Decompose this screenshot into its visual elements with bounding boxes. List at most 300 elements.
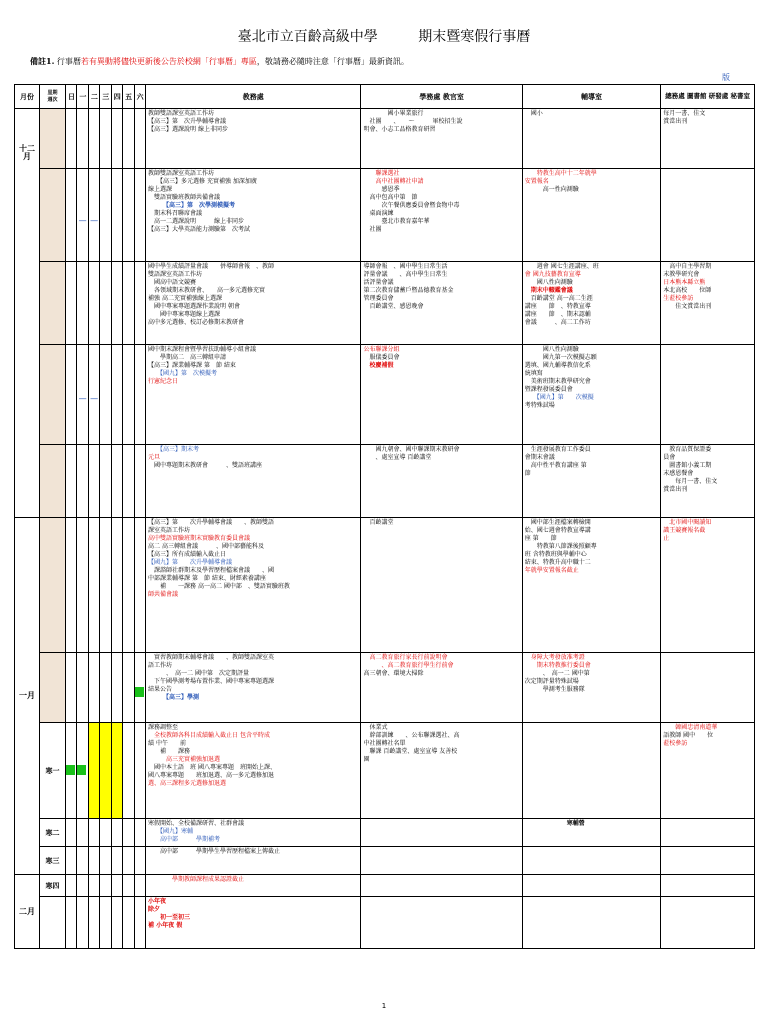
range-marker: —: [90, 216, 99, 225]
entry-line: 結束、特教升高中職十二: [524, 559, 591, 566]
range-marker: —: [78, 216, 87, 225]
calendar-row: [15, 518, 755, 653]
entry-line: 國九朝會、國中聯課期末教研會: [363, 446, 460, 453]
day-header-sun: 日: [65, 85, 76, 109]
day-cell-mon: [77, 875, 88, 897]
day-cell-wed: [100, 262, 111, 345]
entry-line: 結果公告: [148, 686, 173, 693]
entry-line: 韓國忠清南道華: [663, 724, 718, 731]
entry-line: 補 課務: [148, 748, 191, 755]
entry-line: 補強 高二充實補強線上選課: [148, 295, 222, 302]
entry-line: 賞當出刊: [663, 486, 688, 493]
entry-line: 【高三】所有成績輸入截止日: [148, 551, 227, 558]
entry-line: 全校教師各科目成績輸入截止日 包含平時成: [148, 732, 270, 739]
entry-line: 課室英語工作坊: [148, 527, 191, 534]
entry-line: 高中性平教育講座 第: [524, 462, 587, 469]
entry-line: 蒞校參訪: [663, 740, 688, 747]
entry-line: 高中部 學期學生學習歷程檔案上傳截止: [148, 848, 281, 855]
counsel-cell: [522, 875, 660, 897]
day-header-mon: 一: [77, 85, 88, 109]
general-cell: [661, 653, 755, 723]
day-cell-fri: [123, 819, 134, 847]
entry-line: 國中部生涯檔案轉檢開: [524, 519, 591, 526]
entry-line: 國八性向測驗: [524, 279, 573, 286]
highlight-marker: [66, 765, 75, 775]
remark-pre: 行事曆: [56, 57, 81, 66]
entry-line: 期末中輟鑑會議: [524, 287, 573, 294]
week-cell: 寒三: [39, 847, 65, 875]
week-cell: 寒一: [39, 723, 65, 819]
entry-line: 生蒞校參訪: [663, 295, 694, 302]
general-cell: [661, 897, 755, 949]
calendar-row: [15, 262, 755, 345]
entry-line: 【高三】學測: [148, 694, 200, 701]
calendar-row: [15, 109, 755, 169]
entry-line: 高中包高中第 節: [363, 194, 418, 201]
counsel-cell: [522, 819, 660, 847]
day-cell-wed: [100, 109, 111, 169]
day-cell-fri: [123, 345, 134, 445]
day-cell-sat: [134, 875, 145, 897]
entry-line: 、高二教育旅行學生行前會: [363, 662, 454, 669]
entry-line: 教師雙語課室英語工作坊: [148, 170, 215, 177]
general-header: 總務處 圖書館 研發處 秘書室: [661, 85, 755, 109]
entry-line: 學期高二 高三轉組申請: [148, 354, 227, 361]
entry-line: 【高三】期末考: [148, 446, 200, 453]
week-cell: [39, 262, 65, 345]
day-cell-fri: [123, 875, 134, 897]
calendar-row: [15, 897, 755, 949]
entry-line: 【高三】第 次升學輔導會議 、教師雙語: [148, 519, 275, 526]
counsel-cell: [522, 169, 660, 262]
counsel-header: 輔導室: [522, 85, 660, 109]
entry-line: 高中自主學習期: [663, 263, 712, 270]
day-cell-thu: [111, 723, 122, 819]
academic-cell: [146, 262, 361, 345]
entry-line: 小年夜: [148, 898, 167, 905]
entry-line: 明會、小志工品格教育研習: [363, 126, 436, 133]
general-cell: [661, 109, 755, 169]
week-cell: [39, 897, 65, 949]
highlight-marker: [77, 765, 86, 775]
day-cell-wed: [100, 518, 111, 653]
week-cell: [39, 518, 65, 653]
entry-line: 週會 國七生涯講座、班: [524, 263, 599, 270]
day-cell-fri: [123, 653, 134, 723]
entry-line: 日本熊本縣立熊: [663, 279, 706, 286]
entry-line: 座 第 節: [524, 535, 557, 542]
day-cell-fri: [123, 897, 134, 949]
entry-line: 國小: [524, 110, 543, 117]
entry-line: 【高三】第 次學測模擬考: [148, 202, 236, 209]
entry-line: 雙語課室英語工作坊: [148, 271, 203, 278]
entry-line: 語工作坊: [148, 662, 173, 669]
counsel-cell: [522, 897, 660, 949]
calendar-row: [15, 345, 755, 445]
entry-line: 【國九】第 次模擬考: [148, 370, 218, 377]
entry-line: 國中學生成績評量會議 併導師會報 、教師: [148, 263, 275, 270]
day-cell-tue: [88, 345, 99, 445]
student-cell: [361, 723, 522, 819]
student-cell: [361, 169, 522, 262]
week-cell: [39, 109, 65, 169]
remark-line: [30, 56, 409, 67]
day-cell-tue: [88, 875, 99, 897]
day-cell-fri: [123, 262, 134, 345]
week-header: 星期 週次: [39, 85, 65, 109]
entry-line: 講座 節 、特教宣導: [524, 303, 591, 310]
day-cell-sun: [65, 445, 76, 518]
day-cell-mon: [77, 109, 88, 169]
day-cell-mon: [77, 262, 88, 345]
entry-line: 課務調整至: [148, 724, 179, 731]
entry-line: 初一至初三: [148, 914, 191, 921]
academic-header: 教務處: [146, 85, 361, 109]
header-row: [15, 85, 755, 109]
day-cell-tue: [88, 262, 99, 345]
entry-line: 教育品質保證委: [663, 446, 712, 453]
day-cell-sun: [65, 109, 76, 169]
entry-line: 除夕: [148, 906, 161, 913]
day-cell-thu: [111, 897, 122, 949]
entry-line: 高中多元選修、校訂必修期末教研會: [148, 319, 245, 326]
entry-line: 末教學研究會: [663, 271, 700, 278]
remark-post: ，敬請務必隨時注意「行事曆」最新資訊。: [256, 57, 409, 66]
entry-line: 國中專題期末教研會 、雙語班講座: [148, 462, 263, 469]
counsel-cell: [522, 847, 660, 875]
student-cell: [361, 262, 522, 345]
student-cell: [361, 875, 522, 897]
entry-line: 高三充實補強加退選: [148, 756, 221, 763]
calendar-row: [15, 847, 755, 875]
page-number: 1: [381, 1002, 387, 1010]
entry-line: 課諮師社群期末及學習歷程檔案會議 、國: [148, 567, 275, 574]
academic-cell: [146, 518, 361, 653]
day-cell-fri: [123, 169, 134, 262]
day-cell-sun: [65, 847, 76, 875]
entry-line: 聯課選社: [363, 170, 400, 177]
entry-line: 安置報名: [524, 178, 549, 185]
entry-line: 國中本土語 班 國八專案專題 班開始上課、: [148, 764, 276, 771]
entry-line: 選、高三課程多元選修加退選: [148, 780, 227, 787]
entry-line: 教師雙語課室英語工作坊: [148, 110, 215, 117]
entry-line: 補 一課務 高一高二 國中部 、雙語實驗班教: [148, 583, 290, 590]
entry-line: 管理委員會: [363, 295, 394, 302]
academic-cell: [146, 345, 361, 445]
entry-line: 高二 高三轉組會議 、國中部藝能科及: [148, 543, 264, 550]
day-cell-sat: [134, 723, 145, 819]
counsel-cell: [522, 109, 660, 169]
day-cell-mon: [77, 518, 88, 653]
day-cell-thu: [111, 518, 122, 653]
day-cell-thu: [111, 262, 122, 345]
day-cell-sat: [134, 445, 145, 518]
calendar-row: [15, 169, 755, 262]
range-marker: —: [78, 394, 87, 403]
remark-label: 備註1.: [30, 56, 55, 66]
entry-line: 佳文賞當出刊: [663, 303, 712, 310]
entry-line: 國八專案專題 班加退選、高一多元選修加退: [148, 772, 275, 779]
entry-line: 導師會報 、國中學生日常生活: [363, 263, 448, 270]
general-cell: [661, 345, 755, 445]
calendar-row: [15, 653, 755, 723]
day-cell-tue: [88, 518, 99, 653]
entry-line: 本北高校 位師: [663, 287, 712, 294]
calendar-row: [15, 875, 755, 897]
entry-line: 實習教師期末輔導會議 、教師雙語課室英: [148, 654, 275, 661]
day-cell-wed: [100, 875, 111, 897]
month-cell: 一月: [15, 518, 40, 875]
day-header-thu: 四: [111, 85, 122, 109]
entry-line: 語教師 國中 位: [663, 732, 714, 739]
entry-line: 北市國中閱讀知: [663, 519, 712, 526]
week-cell: 寒二: [39, 819, 65, 847]
entry-line: 幹部訓練 、公布聯課選社、高: [363, 732, 460, 739]
highlight-marker: [135, 687, 144, 697]
general-cell: [661, 445, 755, 518]
day-cell-wed: [100, 169, 111, 262]
entry-line: 會期末會議: [524, 454, 555, 461]
entry-line: 績 中午 前: [148, 740, 186, 747]
general-cell: [661, 723, 755, 819]
counsel-cell: [522, 518, 660, 653]
day-cell-tue: [88, 109, 99, 169]
entry-line: 國九第一次模擬志願: [524, 354, 597, 361]
day-cell-sun: [65, 723, 76, 819]
day-cell-sat: [134, 897, 145, 949]
calendar-row: [15, 445, 755, 518]
entry-line: 國八性向測驗: [524, 346, 579, 353]
student-cell: [361, 819, 522, 847]
day-cell-fri: [123, 109, 134, 169]
academic-cell: [146, 109, 361, 169]
remark-red: 若有異動將儘快更新後公告於校網「行事曆」專區: [80, 57, 257, 66]
day-cell-sun: [65, 262, 76, 345]
entry-line: 第二次教育儲蓄戶暨品德教育基金: [363, 287, 454, 294]
entry-line: 【高三】第 次升學輔導會議: [148, 118, 227, 125]
day-cell-fri: [123, 518, 134, 653]
general-cell: [661, 262, 755, 345]
entry-line: 圖書館小義工期: [663, 462, 712, 469]
academic-cell: [146, 445, 361, 518]
day-cell-mon: [77, 445, 88, 518]
entry-line: 員會: [663, 454, 676, 461]
academic-cell: [146, 723, 361, 819]
page-title: [0, 26, 768, 46]
calendar-row: [15, 723, 755, 819]
entry-line: 元旦: [148, 454, 161, 461]
month-header: 月份: [15, 85, 40, 109]
entry-line: 【高三】大學英語能力測驗第 次考試: [148, 226, 251, 233]
student-cell: [361, 445, 522, 518]
day-cell-sat: [134, 345, 145, 445]
entry-line: 補 小年夜 假: [148, 922, 183, 929]
counsel-cell: [522, 345, 660, 445]
week-cell: [39, 345, 65, 445]
entry-line: 桌面演練: [363, 210, 394, 217]
entry-line: 百齡講堂: [363, 519, 394, 526]
entry-line: 下午國學測考場布置作業、國中專案專題選課: [148, 678, 275, 685]
counsel-cell: [522, 653, 660, 723]
general-cell: [661, 169, 755, 262]
entry-line: 高三朝會、環境大掃除: [363, 670, 424, 677]
day-cell-thu: [111, 847, 122, 875]
day-cell-sun: [65, 169, 76, 262]
entry-line: 、 高一二 國中第 次定期評量: [148, 670, 249, 677]
entry-line: 評量會議 、高中學生日常生: [363, 271, 448, 278]
academic-cell: [146, 897, 361, 949]
counsel-cell: [522, 723, 660, 819]
entry-line: 高二教育旅行家長行前說明會: [363, 654, 448, 661]
day-cell-mon: [77, 345, 88, 445]
academic-cell: [146, 847, 361, 875]
entry-line: 識王競賽報名截: [663, 527, 706, 534]
general-cell: [661, 847, 755, 875]
entry-line: 寒輔營: [524, 820, 585, 827]
entry-line: 【高三】課業輔導課 第 節 結束: [148, 362, 236, 369]
student-cell: [361, 109, 522, 169]
entry-line: 期末科召聯席會議: [148, 210, 203, 217]
entry-line: 高中社團轉社申請: [363, 178, 424, 185]
day-cell-sat: [134, 819, 145, 847]
day-cell-wed: [100, 847, 111, 875]
entry-line: 特教生高中十二年就學: [524, 170, 597, 177]
day-cell-fri: [123, 723, 134, 819]
entry-line: 【高三】選課說明 線上非同步: [148, 126, 228, 133]
entry-line: 統填寫: [524, 370, 543, 377]
entry-line: 休業式: [363, 724, 388, 731]
entry-line: 百齡講堂、感恩晚會: [363, 303, 424, 310]
entry-line: 線上選課: [148, 186, 173, 193]
general-cell: [661, 819, 755, 847]
day-cell-sat: [134, 262, 145, 345]
calendar-title: 期末暨寒假行事曆: [418, 29, 531, 45]
entry-line: 【國九】寒輔: [148, 828, 194, 835]
entry-line: 美術班期末教學研究會: [524, 378, 591, 385]
entry-line: 活評量會議: [363, 279, 394, 286]
entry-line: 寒假開始、全校備課研習、社群會議: [148, 820, 245, 827]
entry-line: 考特殊試場: [524, 402, 555, 409]
day-cell-wed: [100, 653, 111, 723]
academic-cell: [146, 169, 361, 262]
day-cell-sun: [65, 819, 76, 847]
month-cell: 十二月: [15, 109, 40, 518]
entry-line: 高中部 學期補考: [148, 836, 221, 843]
entry-line: 暨課程發展委員會: [524, 386, 573, 393]
day-cell-tue: [88, 653, 99, 723]
entry-line: 、 高一二 國中第: [524, 670, 590, 677]
entry-line: 次午餐供應委員會暨食物中毒: [363, 202, 460, 209]
day-header-fri: 五: [123, 85, 134, 109]
entry-line: 節: [524, 470, 531, 477]
entry-line: 期末特教推行委員會: [524, 662, 591, 669]
day-cell-mon: [77, 847, 88, 875]
day-header-tue: 二: [88, 85, 99, 109]
day-cell-wed: [100, 819, 111, 847]
entry-line: 感恩季: [363, 186, 400, 193]
day-cell-sun: [65, 653, 76, 723]
month-cell: 二月: [15, 875, 40, 949]
day-cell-thu: [111, 345, 122, 445]
day-cell-fri: [123, 445, 134, 518]
day-cell-thu: [111, 169, 122, 262]
day-cell-sat: [134, 518, 145, 653]
version-label: 版: [722, 73, 730, 82]
student-header: 學務處 教官室: [361, 85, 522, 109]
week-cell: [39, 445, 65, 518]
entry-line: 會議 、高二工作坊: [524, 319, 591, 326]
entry-line: 社團: [363, 226, 382, 233]
entry-line: 國小畢業旅行: [363, 110, 424, 117]
student-cell: [361, 847, 522, 875]
entry-line: 臺北市教育嘉年華: [363, 218, 430, 225]
day-cell-wed: [100, 345, 111, 445]
day-cell-mon: [77, 169, 88, 262]
day-cell-mon: [77, 819, 88, 847]
entry-line: 國高中語文競賽: [148, 279, 197, 286]
day-cell-sun: [65, 897, 76, 949]
entry-line: 年就學安置報名截止: [524, 567, 579, 574]
entry-line: 公布聯課分組: [363, 346, 400, 353]
general-cell: [661, 875, 755, 897]
student-cell: [361, 345, 522, 445]
day-cell-tue: [88, 723, 99, 819]
entry-line: 國中專案專題選課作業說明 朝會: [148, 303, 240, 310]
entry-line: 國中專案專題線上選課: [148, 311, 221, 318]
entry-line: 服儀委員會: [363, 354, 400, 361]
day-cell-tue: [88, 819, 99, 847]
entry-line: 止: [663, 535, 670, 542]
entry-line: 選填、國九輔導教信化系: [524, 362, 591, 369]
day-cell-mon: [77, 723, 88, 819]
week-cell: [39, 169, 65, 262]
entry-line: 雙語實驗班教師共備會議: [148, 194, 221, 201]
school-name: 臺北市立百齡高級中學: [237, 29, 378, 45]
entry-line: 師共備會議: [148, 591, 179, 598]
entry-line: 社團 、 ～ 軍校招生說: [363, 118, 463, 125]
day-cell-sun: [65, 875, 76, 897]
day-cell-thu: [111, 653, 122, 723]
student-cell: [361, 518, 522, 653]
entry-line: 中社團轉社名單: [363, 740, 406, 747]
day-cell-tue: [88, 169, 99, 262]
counsel-cell: [522, 262, 660, 345]
entry-line: 百齡講堂 高一高二生涯: [524, 295, 593, 302]
week-cell: 寒四: [39, 875, 65, 897]
entry-line: 每月一書、佳文: [663, 110, 706, 117]
entry-line: 聯課 百齡講堂、處室宣導 友善校: [363, 748, 458, 755]
day-cell-tue: [88, 847, 99, 875]
entry-line: 行憲紀念日: [148, 378, 179, 385]
entry-line: 末感恩餐會: [663, 470, 694, 477]
entry-line: 班 含特教班與學輔中心: [524, 551, 587, 558]
day-cell-wed: [100, 723, 111, 819]
day-cell-sat: [134, 847, 145, 875]
calendar-row: [15, 819, 755, 847]
counsel-cell: [522, 445, 660, 518]
day-cell-tue: [88, 445, 99, 518]
entry-line: 身障大考發放准考證: [524, 654, 585, 661]
student-cell: [361, 897, 522, 949]
student-cell: [361, 653, 522, 723]
day-cell-sat: [134, 653, 145, 723]
day-cell-thu: [111, 445, 122, 518]
day-cell-fri: [123, 847, 134, 875]
entry-line: 國中期末課程會暨學習扶助輔導小組會議: [148, 346, 257, 353]
entry-line: 【高三】多元選修 充實補強 加深加廣: [148, 178, 257, 185]
day-header-sat: 六: [134, 85, 145, 109]
entry-line: 、處室宣導 百齡講堂: [363, 454, 432, 461]
